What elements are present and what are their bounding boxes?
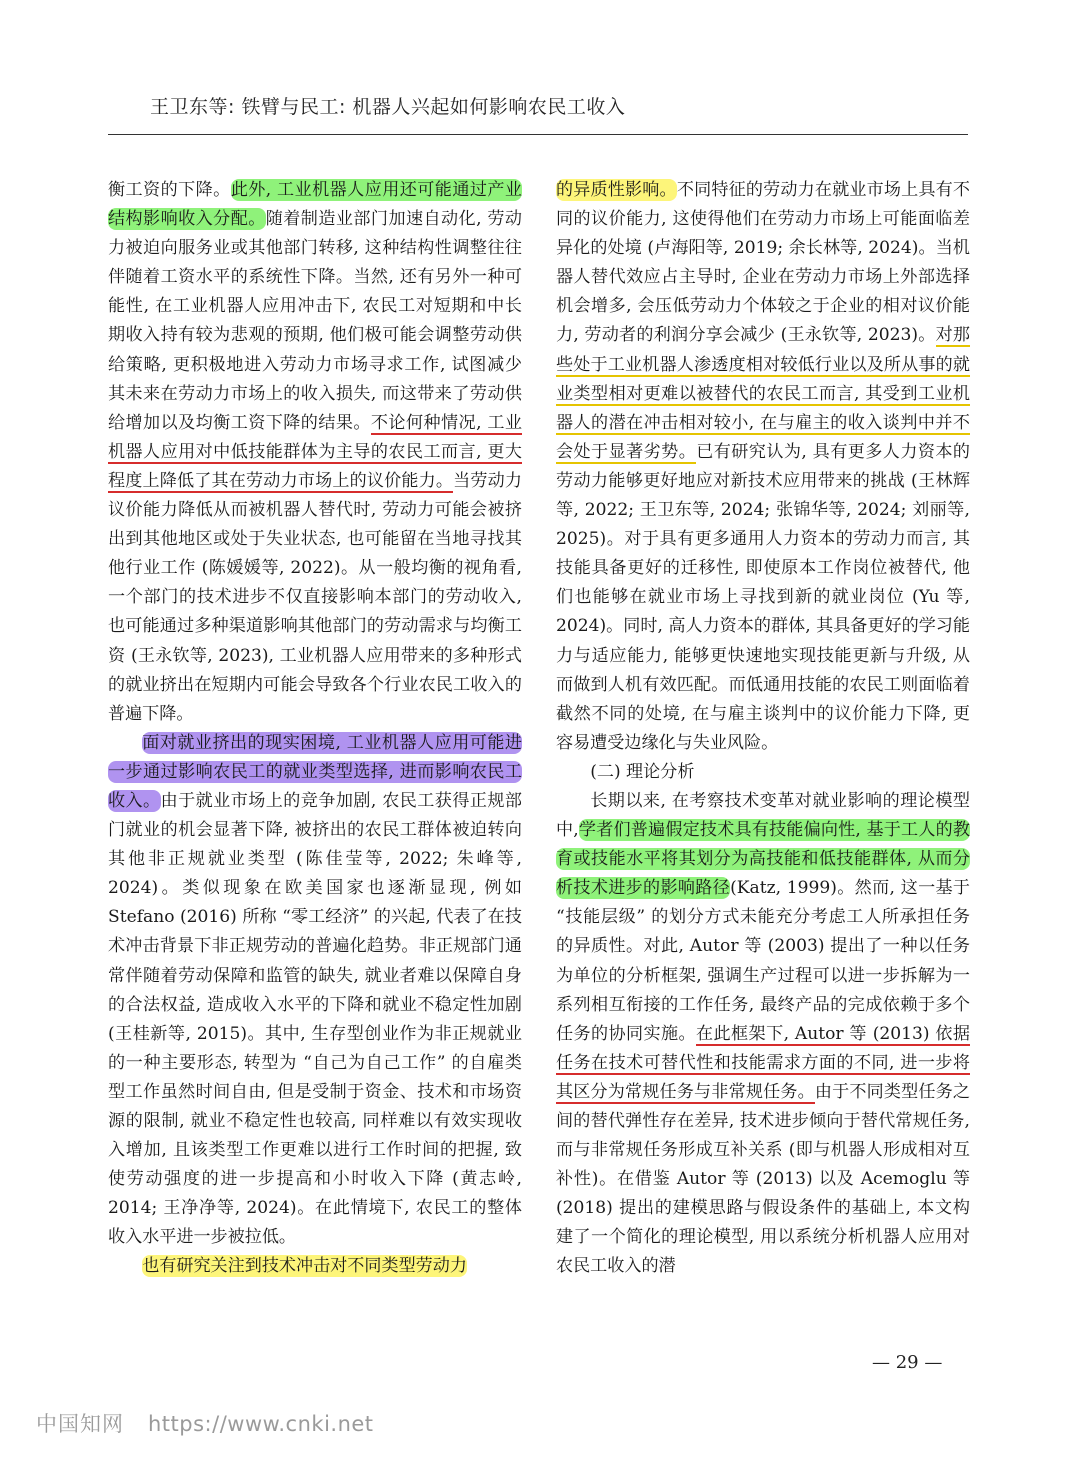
green-highlight: 此外, 工业机器人应用还可能通过产业结构影响收入分配。 xyxy=(108,180,523,230)
paragraph xyxy=(108,1252,522,1281)
paragraph xyxy=(108,729,522,1253)
body-text: 当劳动力议价能力降低从而被机器人替代时, 劳动力可能会被挤出到其他地区或处于失业状态, 也可能留在当地寻找其他行业工作 (陈媛媛等, 2022)。从一般均衡的视角看, 一个部门的技术进步不仅直接影响本部门的劳动收入, 也可能通过多种渠道影响其他部门的劳动需求与均衡工资 (王永钦等, 2023), 工业机器人应用带来的多种形式的就业挤出在短期内可能会导致各个行业农民工收入的普遍下降。 xyxy=(108,470,523,724)
paragraph xyxy=(556,787,970,1282)
page-number: — 29 — xyxy=(872,1352,943,1373)
body-text: 已有研究认为, 具有更多人力资本的劳动力能够更好地应对新技术应用带来的挑战 (王林辉等, 2022; 王卫东等, 2024; 张锦华等, 2024; 刘丽等, 2025)。对于具有更多通用人力资本的劳动力而言, 其技能具备更好的迁移性, 即使原本工作岗位被替代, 他们也能够在就业市场上寻找到新的就业岗位 (Yu 等, 2024)。同时, 高人力资本的群体, 其具备更好的学习能力与适应能力, 能够更快速地实现技能更新与升级, 从而做到人机有效匹配。而低通用技能的农民工则面临着截然不同的处境, 在与雇主谈判中的议价能力下降, 更容易遭受边缘化与失业风险。 xyxy=(556,441,970,753)
red-underline: 不论何种情况, 工业机器人应用对中低技能群体为主导的农民工而言, 更大程度上降低了其在劳动力市场上的议价能力。 xyxy=(108,412,522,491)
body-text: 随着制造业部门加速自动化, 劳动力被迫向服务业或其他部门转移, 这种结构性调整往往伴随着工资水平的系统性下降。当然, 还有另外一种可能性, 在工业机器人应用冲击下, 农民工对短期和中长期收入持有较为悲观的预期, 他们极可能会调整劳动供给策略, 更积极地进入劳动力市场寻求工作, 试图减少其未来在劳动力市场上的收入损失, 而这带来了劳动供给增加以及均衡工资下降的结果。 xyxy=(108,209,522,433)
header-divider xyxy=(108,134,968,135)
running-title: 王卫东等: 铁臂与民工: 机器人兴起如何影响农民工收入 xyxy=(150,96,626,118)
paragraph xyxy=(108,176,522,729)
yellow-underline: 对那些处于工业机器人渗透度相对较低行业以及所从事的就业类型相对更难以被替代的农民工而言, 其受到工业机器人的潜在冲击相对较小, 在与雇主的收入谈判中并不会处于显著劣势。 xyxy=(556,325,970,462)
body-text: (Katz, 1999)。然而, 这一基于 “技能层级” 的划分方式未能充分考虑工人所承担任务的异质性。对此, Autor 等 (2003) 提出了一种以任务为单位的分析框架, 强调生产过程可以进一步拆解为一系列相互衔接的工作任务, 最终产品的完成依赖于多个任务的协同实施。 xyxy=(556,878,970,1044)
right-column xyxy=(556,176,970,1282)
yellow-highlight: 也有研究关注到技术冲击对不同类型劳动力 xyxy=(142,1256,467,1277)
watermark xyxy=(36,1408,374,1438)
body-text: 衡工资的下降。 xyxy=(108,180,231,200)
body-text: 由于就业市场上的竞争加剧, 农民工获得正规部门就业的机会显著下降, 被挤出的农民工群体被迫转向其他非正规就业类型 (陈佳莹等, 2022; 朱峰等, 2024)。类似现象在欧美国家也逐渐显现, 例如 Stefano (2016) 所称 “零工经济” 的兴起, 代表了在技术冲击背景下非正规劳动的普遍化趋势。非正规部门通常伴随着劳动保障和监管的缺失, 就业者难以保障自身的合法权益, 造成收入水平的下降和就业不稳定性加剧 (王桂新等, 2015)。其中, 生存型创业作为非正规就业的一种主要形态, 转型为 “自己为自己工作” 的自雇类型工作虽然时间自由, 但是受制于资金、技术和市场资源的限制, 就业不稳定性也较高, 同样难以有效实现收入增加, 且该类型工作更难以进行工作时间的把握, 致使劳动强度的进一步提高和小时收入下降 (黄志岭, 2014; 王净净等, 2024)。在此情境下, 农民工的整体收入水平进一步被拉低。 xyxy=(108,790,523,1248)
watermark-url[interactable]: https://www.cnki.net xyxy=(148,1412,374,1436)
purple-highlight: 面对就业挤出的现实困境, 工业机器人应用可能进一步通过影响农民工的就业类型选择, 进而影响农民工收入。 xyxy=(108,732,522,811)
body-text: 不同特征的劳动力在就业市场上具有不同的议价能力, 这使得他们在劳动力市场上可能面临差异化的处境 (卢海阳等, 2019; 余长林等, 2024)。当机器人替代效应占主导时, 企业在劳动力市场上外部选择机会增多, 会压低劳动力个体较之于企业的相对议价能力, 劳动者的利润分享会减少 (王永钦等, 2023)。 xyxy=(556,180,971,346)
left-column xyxy=(108,176,522,1282)
red-underline: 在此框架下, Autor 等 (2013) 依据任务在技术可替代性和技能需求方面的不同, 进一步将其区分为常规任务与非常规任务。 xyxy=(556,1023,971,1102)
green-highlight: 学者们普遍假定技术具有技能偏向性, 基于工人的教育或技能水平将其划分为高技能和低技能群体, 从而分析技术进步的影响路径 xyxy=(556,820,970,899)
yellow-highlight: 的异质性影响。 xyxy=(556,180,677,200)
body-text: 长期以来, 在考察技术变革对就业影响的理论模型中, xyxy=(556,790,970,841)
paragraph xyxy=(556,176,970,758)
watermark-brand: 中国知网 xyxy=(36,1412,124,1436)
section-heading: (二) 理论分析 xyxy=(590,761,695,782)
body-text: 由于不同类型任务之间的替代弹性存在差异, 技术进步倾向于替代常规任务, 而与非常规任务形成互补关系 (即与机器人形成相对互补性)。在借鉴 Autor 等 (2013) 以及 Acemoglu 等 (2018) 提出的建模思路与假设条件的基础上, 本文构建了一个简化的理论模型, 用以系统分析机器人应用对农民工收入的潜 xyxy=(556,1081,971,1277)
